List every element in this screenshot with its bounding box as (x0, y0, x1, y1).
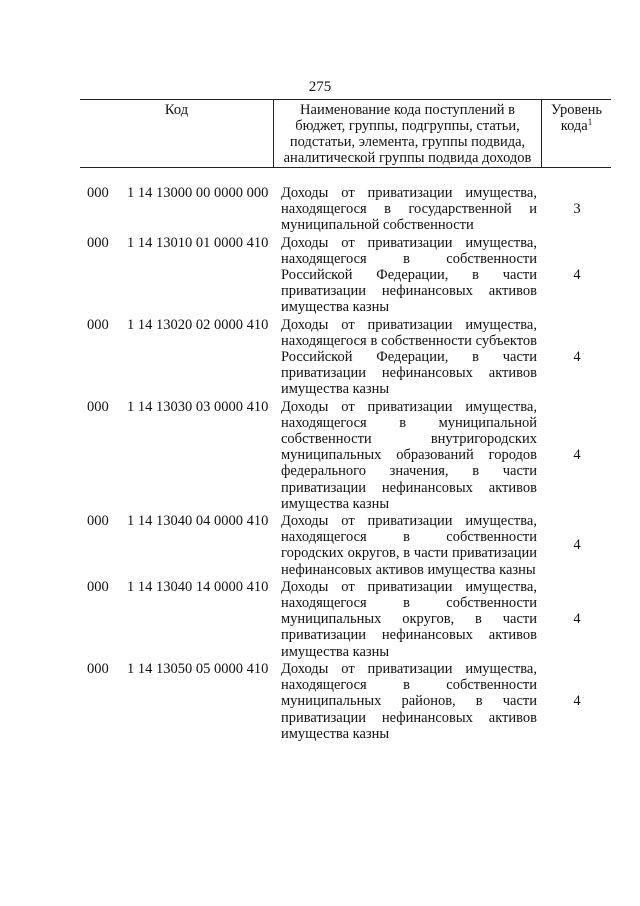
row-level: 4 (573, 267, 581, 284)
header-level (542, 102, 611, 134)
row-revenue-code: 1 14 13050 05 0000 410 (127, 660, 269, 677)
table-body (87, 185, 607, 742)
row-name: Доходы от приватизации имущества, находящегося в собственности Российской Федерации, в части приватизации нефинансовых активов имущества казны (281, 234, 537, 316)
row-revenue-code: 1 14 13030 03 0000 410 (127, 398, 269, 415)
row-name: Доходы от приватизации имущества, находящегося в собственности муниципальных округов, в части приватизации нефинансовых активов имущества казны (281, 578, 537, 660)
row-revenue-code: 1 14 13040 14 0000 410 (127, 578, 269, 595)
row-name: Доходы от приватизации имущества, находящегося в собственности субъектов Российской Федерации, в части приватизации нефинансовых активов имущества казны (281, 316, 537, 398)
table-row (87, 513, 607, 578)
row-level: 4 (573, 537, 581, 554)
table-row (87, 661, 607, 742)
header-name: Наименование кода поступлений в бюджет, группы, подгруппы, статьи, подстатьи, элемента, группы подвида, аналитической группы подвида доходов (283, 102, 532, 166)
row-name: Доходы от приватизации имущества, находящегося в муниципальной собственности внутригородских муниципальных образований городов федерального значения, в части приватизации нефинансовых активов имущества казны (281, 398, 537, 512)
table-row (87, 317, 607, 398)
row-level: 4 (573, 611, 581, 628)
row-name: Доходы от приватизации имущества, находящегося в государственной и муниципальной собственности (281, 185, 537, 234)
row-revenue-code: 1 14 13010 01 0000 410 (127, 234, 269, 251)
row-name: Доходы от приватизации имущества, находящегося в собственности муниципальных районов, в части приватизации нефинансовых активов имущества казны (281, 660, 537, 742)
row-admin-code: 000 (87, 316, 109, 333)
row-admin-code: 000 (87, 513, 109, 530)
row-admin-code: 000 (87, 398, 109, 415)
row-revenue-code: 1 14 13000 00 0000 000 (127, 185, 269, 201)
row-admin-code: 000 (87, 660, 109, 677)
table-row (87, 399, 607, 512)
table-row (87, 185, 607, 234)
row-admin-code: 000 (87, 185, 109, 201)
row-admin-code: 000 (87, 578, 109, 595)
row-level: 4 (573, 693, 581, 710)
row-level: 4 (573, 349, 581, 366)
table-row (87, 579, 607, 660)
row-name: Доходы от приватизации имущества, находящегося в собственности городских округов, в части приватизации нефинансовых активов имущества казны (281, 513, 537, 578)
row-revenue-code: 1 14 13020 02 0000 410 (127, 316, 269, 333)
header-level-tail: а (581, 118, 588, 134)
row-revenue-code: 1 14 13040 04 0000 410 (127, 513, 269, 530)
row-level: 4 (573, 447, 581, 464)
header-level-footnote: 1 (587, 117, 593, 127)
row-level: 3 (573, 201, 581, 218)
row-admin-code: 000 (87, 234, 109, 251)
header-code: Код (164, 102, 189, 118)
header-level-text: Уровень код (550, 102, 603, 134)
page-number: 275 (308, 79, 332, 95)
table-row (87, 235, 607, 316)
table-header (80, 99, 611, 168)
